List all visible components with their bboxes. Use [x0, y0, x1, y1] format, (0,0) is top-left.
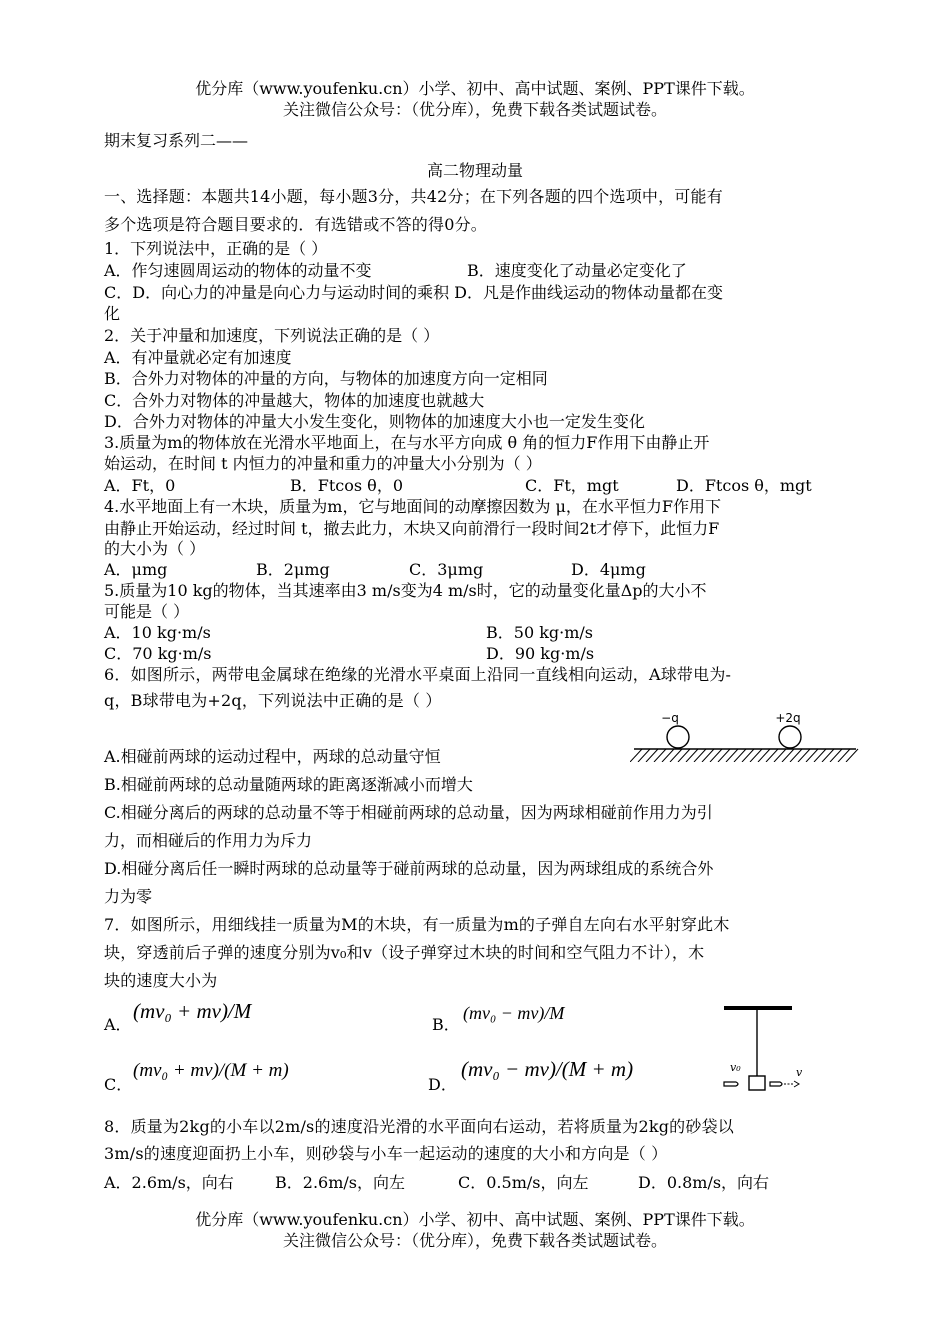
header-line-1: 优分库（www.youfenku.cn）小学、初中、高中试题、案例、PPT课件下载。	[195, 79, 755, 98]
q6-option-b: B.相碰前两球的总动量随两球的距离逐渐减小而增大	[104, 775, 473, 794]
q7-label-v: v	[796, 1066, 803, 1079]
q4-option-d: D．4μmg	[571, 560, 646, 579]
q2-option-c: C．合外力对物体的冲量越大，物体的加速度也就越大	[104, 391, 485, 410]
q3-stem-1: 3.质量为m的物体放在光滑水平地面上，在与水平方向成 θ 角的恒力F作用下由静止开	[104, 433, 710, 452]
q3-option-c: C．Ft，mgt	[525, 476, 619, 495]
q7-option-a-label: A．	[104, 1015, 132, 1034]
q6-figure	[630, 706, 860, 770]
q6-option-c-2: 力，而相碰后的作用力为斥力	[104, 831, 313, 850]
header-line-2: 关注微信公众号：（优分库），免费下载各类试题试卷。	[282, 100, 667, 119]
q8-option-b: B．2.6m/s，向左	[275, 1173, 405, 1192]
page-title: 高二物理动量	[426, 161, 523, 180]
q7-option-d-expr: (mv₀ − mv)/(M + m)	[461, 1057, 634, 1081]
q3-option-d: D．Ftcos θ，mgt	[676, 476, 812, 495]
q6-table-hatching	[630, 749, 858, 762]
q8-option-a: A．2.6m/s，向右	[104, 1173, 234, 1192]
q8-stem-1: 8．质量为2kg的小车以2m/s的速度沿光滑的水平面向右运动，若将质量为2kg的砂袋以	[104, 1117, 734, 1136]
q1-option-a: A．作匀速圆周运动的物体的动量不变	[104, 261, 372, 280]
q5-stem-1: 5.质量为10 kg的物体，当其速率由3 m/s变为4 m/s时，它的动量变化量Δp的大小不	[104, 581, 707, 600]
q7-figure	[716, 1002, 806, 1098]
q7-stem-2: 块，穿透前后子弹的速度分别为v₀和v（设子弹穿过木块的时间和空气阻力不计），木	[104, 943, 705, 962]
q2-stem: 2．关于冲量和加速度，下列说法正确的是（ ）	[104, 326, 440, 345]
q6-stem-1: 6．如图所示，两带电金属球在绝缘的光滑水平桌面上沿同一直线相向运动，A球带电为-	[104, 665, 732, 684]
q6-option-d-2: 力为零	[104, 887, 153, 906]
q8-option-d: D．0.8m/s，向右	[638, 1173, 770, 1192]
q7-label-v0: v₀	[730, 1061, 741, 1074]
q5-option-a: A．10 kg·m/s	[104, 623, 211, 642]
q7-option-d-label: D．	[428, 1075, 457, 1094]
series-title: 期末复习系列二——	[104, 131, 249, 150]
q7-option-c-expr: (mv₀ + mv)/(M + m)	[133, 1060, 289, 1081]
q2-option-a: A．有冲量就必定有加速度	[104, 348, 292, 367]
section-instructions-1: 一、选择题：本题共14小题，每小题3分，共42分；在下列各题的四个选项中，可能有	[104, 187, 723, 206]
q7-option-b-expr: (mv₀ − mv)/M	[463, 1003, 565, 1023]
q5-stem-2: 可能是（ ）	[104, 602, 190, 621]
q4-stem-3: 的大小为（ ）	[104, 539, 206, 558]
q4-stem-1: 4.水平地面上有一木块，质量为m，它与地面间的动摩擦因数为 μ，在水平恒力F作用下	[104, 497, 722, 516]
q8-option-c: C．0.5m/s，向左	[458, 1173, 589, 1192]
q1-stem: 1．下列说法中，正确的是（ ）	[104, 239, 328, 258]
q8-stem-2: 3m/s的速度迎面扔上小车，则砂袋与小车一起运动的速度的大小和方向是（ ）	[104, 1144, 668, 1163]
q5-option-c: C．70 kg·m/s	[104, 644, 212, 663]
q4-option-b: B．2μmg	[256, 560, 330, 579]
q7-stem-1: 7．如图所示，用细线挂一质量为M的木块，有一质量为m的子弹自左向右水平射穿此木	[104, 915, 730, 934]
q3-stem-2: 始运动，在时间 t 内恒力的冲量和重力的冲量大小分别为（ ）	[104, 454, 542, 473]
q3-option-b: B．Ftcos θ，0	[290, 476, 403, 495]
q1-option-cd-cont: 化	[104, 304, 121, 323]
q4-stem-2: 由静止开始运动，经过时间 t，撤去此力，木块又向前滑行一段时间2t才停下，此恒力F	[104, 519, 720, 538]
q1-option-cd: C．D．向心力的冲量是向心力与运动时间的乘积 D．凡是作曲线运动的物体动量都在变	[104, 283, 723, 302]
q7-arrow-head	[794, 1081, 799, 1087]
q1-option-b: B．速度变化了动量必定变化了	[467, 261, 687, 280]
q6-option-c-1: C.相碰分离后的两球的总动量不等于相碰前两球的总动量，因为两球相碰前作用力为引	[104, 803, 713, 822]
q7-bullet-before	[724, 1082, 738, 1086]
q3-option-a: A．Ft，0	[104, 476, 176, 495]
footer-line-2: 关注微信公众号：（优分库），免费下载各类试题试卷。	[282, 1231, 667, 1250]
q6-option-d-1: D.相碰分离后任一瞬时两球的总动量等于碰前两球的总动量，因为两球组成的系统合外	[104, 859, 714, 878]
q2-option-b: B．合外力对物体的冲量的方向，与物体的加速度方向一定相同	[104, 369, 548, 388]
q7-option-a-expr: (mv₀ + mv)/M	[133, 999, 252, 1023]
q7-wood-block	[749, 1076, 765, 1090]
q6-label-a: −q	[661, 711, 679, 725]
q7-option-b-label: B．	[432, 1015, 460, 1034]
q4-option-c: C．3μmg	[409, 560, 484, 579]
q6-stem-2: q，B球带电为+2q，下列说法中正确的是（ ）	[104, 691, 442, 710]
q5-option-b: B．50 kg·m/s	[486, 623, 594, 642]
q5-option-d: D．90 kg·m/s	[486, 644, 595, 663]
q7-option-c-label: C．	[104, 1075, 133, 1094]
section-instructions-2: 多个选项是符合题目要求的．有选错或不答的得0分。	[104, 215, 487, 234]
q6-ball-a	[667, 726, 689, 748]
q7-stem-3: 块的速度大小为	[104, 971, 218, 990]
q2-option-d: D．合外力对物体的冲量大小发生变化，则物体的加速度大小也一定发生变化	[104, 412, 645, 431]
q4-option-a: A．μmg	[104, 560, 168, 579]
q6-ball-b	[779, 726, 801, 748]
q6-option-a: A.相碰前两球的运动过程中，两球的总动量守恒	[104, 747, 441, 766]
footer-line-1: 优分库（www.youfenku.cn）小学、初中、高中试题、案例、PPT课件下载。	[195, 1210, 755, 1229]
q7-bullet-after	[770, 1082, 782, 1086]
q6-label-b: +2q	[775, 711, 801, 725]
